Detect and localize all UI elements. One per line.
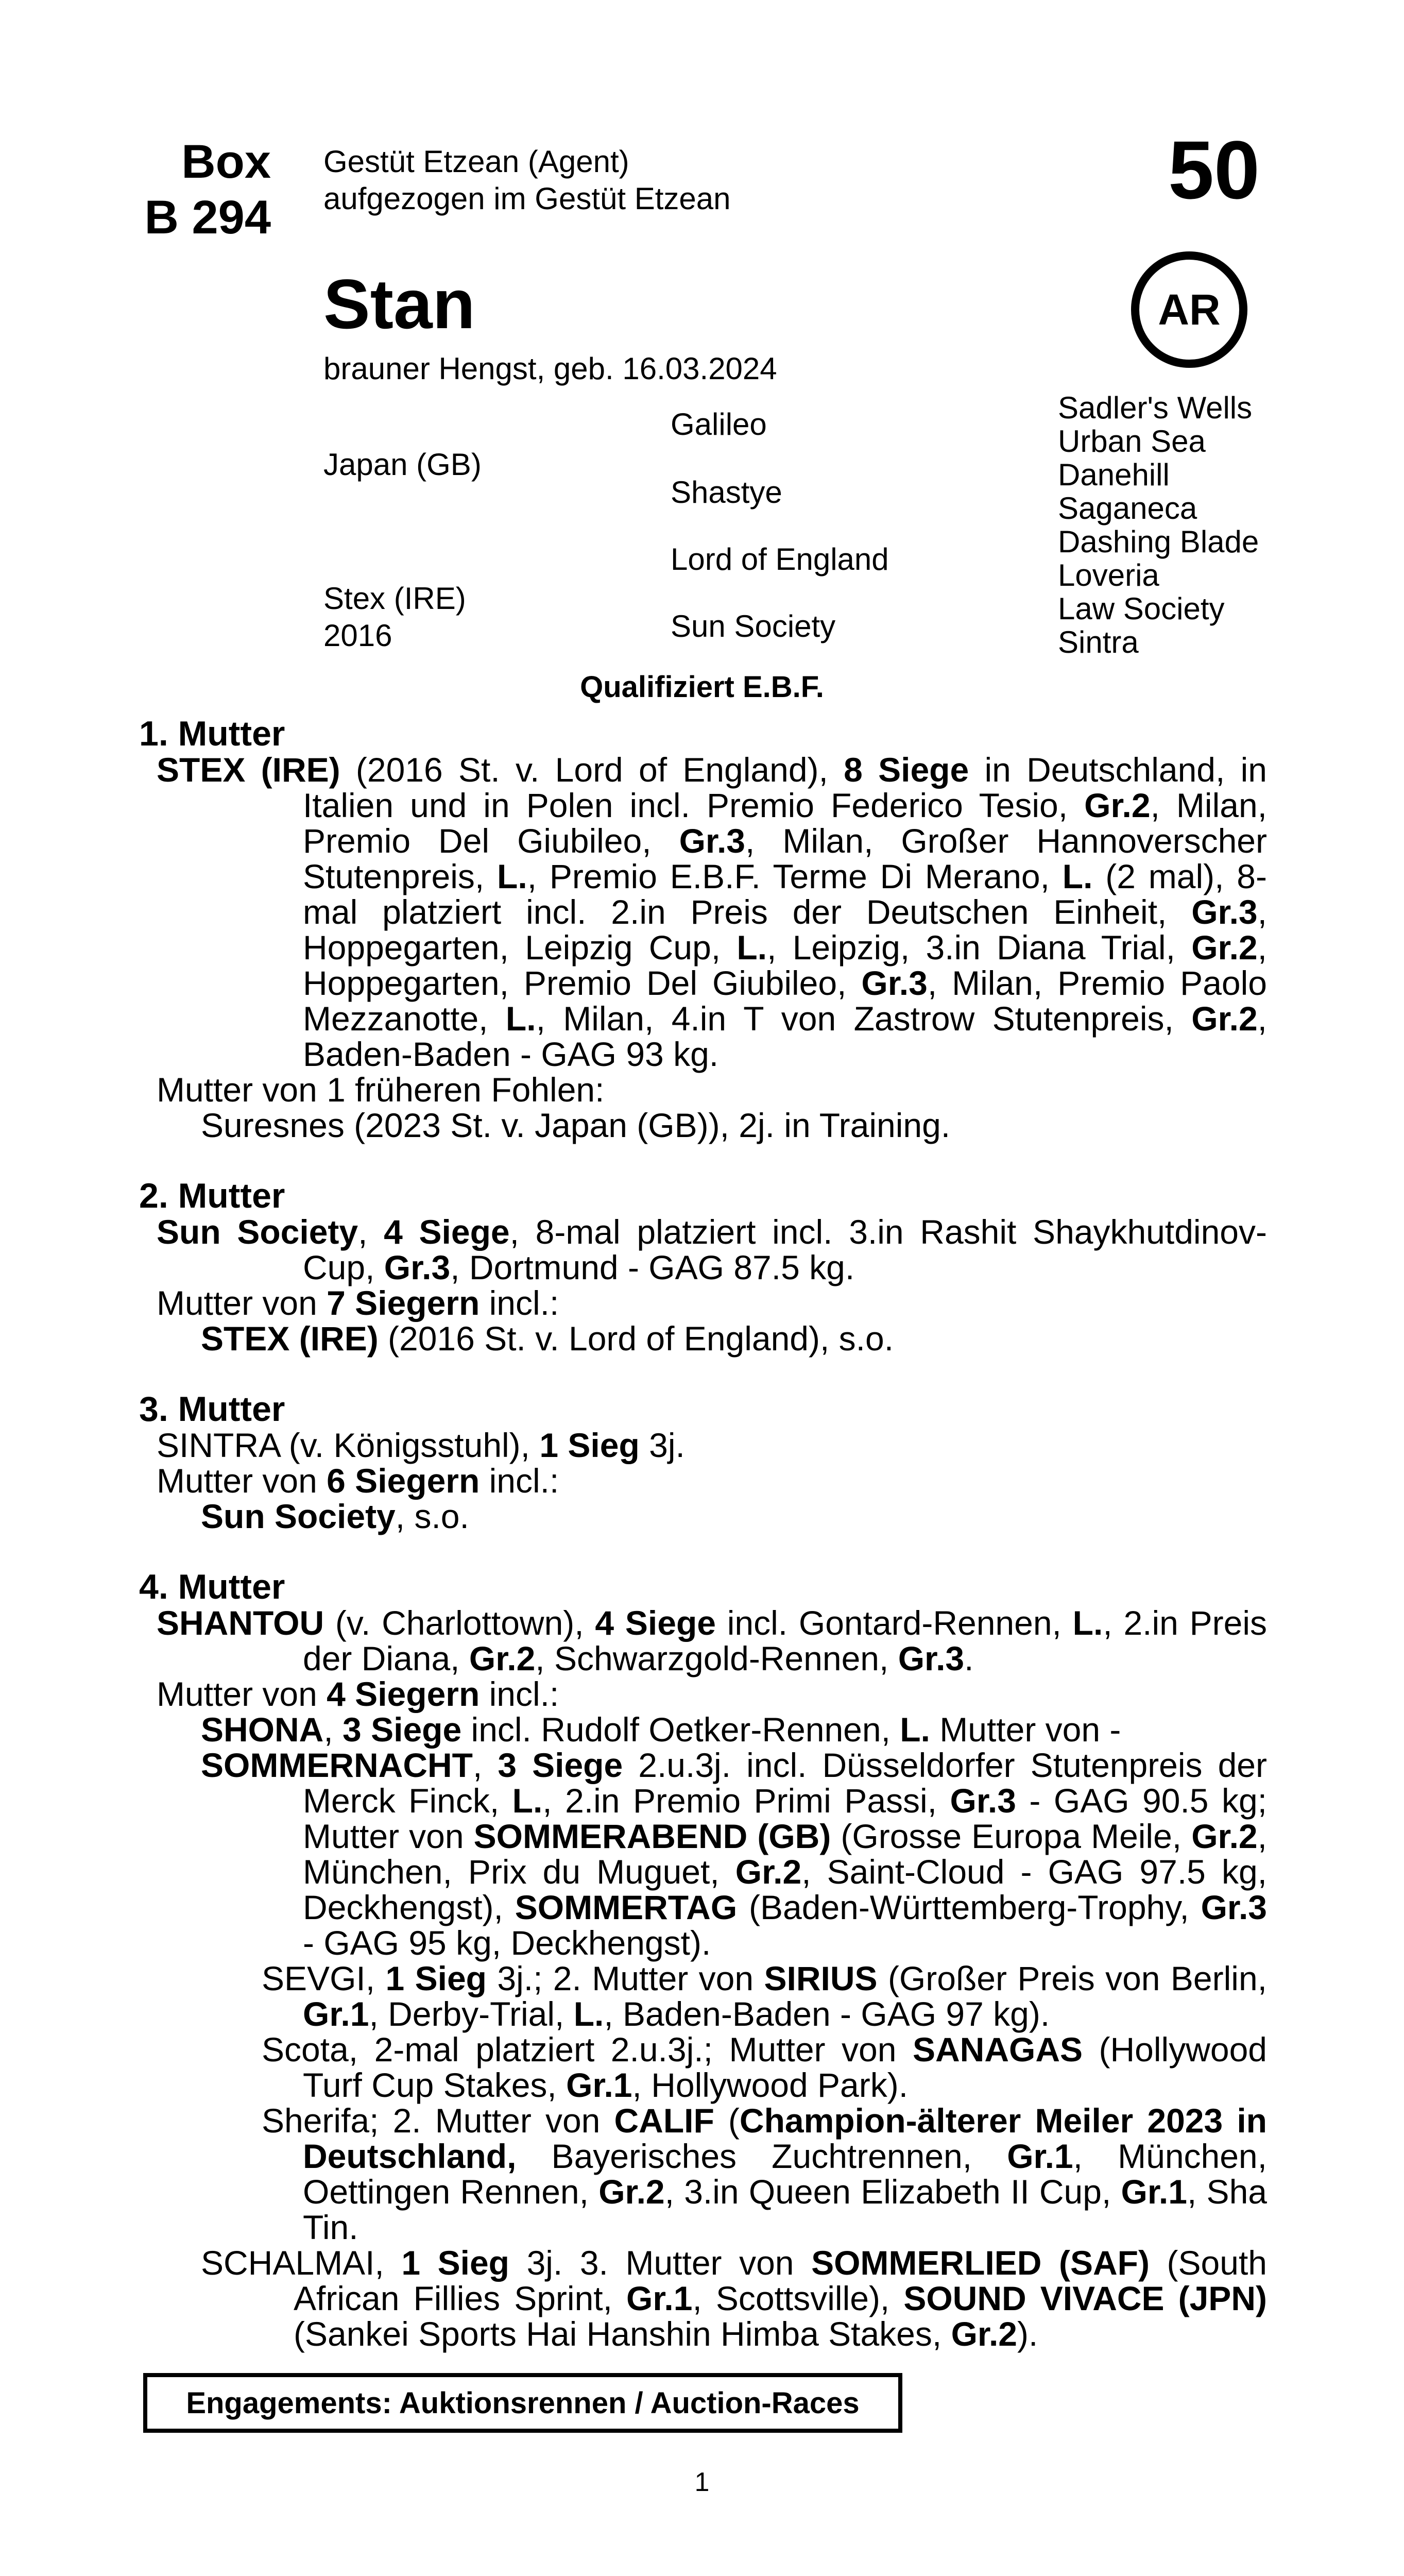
bold-run: STEX (IRE) <box>201 1319 379 1358</box>
bold-run: L. <box>573 1995 604 2033</box>
bold-run: Gr.2 <box>469 1639 536 1677</box>
text-run: ( <box>714 2102 740 2140</box>
bold-run: Gr.3 <box>1191 893 1258 931</box>
text-run: , <box>323 1710 343 1749</box>
text-run: , Baden-Baden - GAG 97 kg). <box>604 1995 1050 2033</box>
bold-run: 4 Siegern <box>327 1675 480 1713</box>
ar-badge-label: AR <box>1158 285 1221 334</box>
bold-run: Gr.1 <box>1121 2173 1187 2211</box>
text-run: SINTRA (v. Königsstuhl), <box>157 1426 540 1464</box>
pedigree-gen3: Loveria <box>1058 558 1159 592</box>
text-run: in Deutschland, in Italien und in Polen incl. Premio Federico Tesio, <box>303 751 1267 824</box>
text-run: (Grosse Europa Meile, <box>831 1817 1192 1855</box>
text-run: , Hoppegarten, Premio Del Giubileo, <box>303 928 1267 1002</box>
bold-run: 3 Siege <box>498 1746 623 1784</box>
mother-3-offspring-note <box>139 1463 1267 1499</box>
bold-run: Gr.3 <box>950 1782 1016 1820</box>
mother-4-heading: 4. Mutter <box>139 1567 285 1606</box>
text-run: SEVGI, <box>262 1959 386 1997</box>
pedigree-gen3: Sadler's Wells <box>1058 391 1253 425</box>
bold-run: 3 Siege <box>343 1710 462 1749</box>
horse-name: Stan <box>323 265 475 343</box>
text-run: , Leipzig, 3.in Diana Trial, <box>767 928 1192 967</box>
text-run: Mutter von <box>157 1675 327 1713</box>
mother-1-offspring <box>139 1108 1267 1143</box>
text-run: , Milan, 4.in T von Zastrow Stutenpreis, <box>536 999 1192 1038</box>
text-run: 2.u.3j. incl. Düsseldorfer Stutenpreis der Merck Finck, <box>303 1746 1267 1820</box>
mother-4-record <box>139 1605 1267 1676</box>
text-run: SCHALMAI, <box>201 2244 402 2282</box>
bold-run: L. <box>737 928 767 967</box>
text-run: Mutter von <box>157 1284 327 1322</box>
bold-run: Gr.2 <box>735 1853 802 1891</box>
text-run: Mutter von <box>157 1462 327 1500</box>
horse-description: brauner Hengst, geb. 16.03.2024 <box>323 351 777 386</box>
bold-run: 8 Siege <box>844 751 969 789</box>
lot-number: 50 <box>1168 124 1260 216</box>
mother-4-offspring-scota <box>139 2032 1267 2103</box>
bold-run: Gr.1 <box>626 2279 693 2317</box>
pedigree-gen3: Urban Sea <box>1058 424 1206 459</box>
text-run: - GAG 90.5 kg; Mutter von <box>303 1782 1267 1855</box>
box-label: Box <box>181 135 271 188</box>
text-run: (Hollywood Turf Cup Stakes, <box>303 2030 1267 2104</box>
bold-run: SOUND VIVACE (JPN) <box>903 2279 1267 2317</box>
bold-run: L. <box>512 1782 543 1820</box>
bold-run: Sun Society <box>201 1497 396 1535</box>
text-run: Mutter von - <box>930 1710 1121 1749</box>
bold-run: Gr.1 <box>303 1995 369 2033</box>
text-run: 3j. <box>639 1426 685 1464</box>
bold-run: SOMMERTAG <box>515 1888 738 1926</box>
text-run: , s.o. <box>395 1497 469 1535</box>
bold-run: SANAGAS <box>912 2030 1083 2069</box>
bold-run: STEX (IRE) <box>157 751 340 789</box>
mother-2-offspring-note <box>139 1285 1267 1321</box>
bold-run: CALIF <box>614 2102 714 2140</box>
text-run: 3j. 3. Mutter von <box>509 2244 812 2282</box>
text-run: , Baden-Baden - GAG 93 kg. <box>303 999 1268 1073</box>
pedigree-gen3: Danehill <box>1058 457 1170 492</box>
text-run: , Derby-Trial, <box>369 1995 574 2033</box>
pedigree-gen2: Sun Society <box>671 609 836 643</box>
bold-run: Gr.1 <box>566 2066 632 2104</box>
text-run: , Hoppegarten, Leipzig Cup, <box>303 893 1267 967</box>
text-run: , Premio E.B.F. Terme Di Merano, <box>527 857 1063 895</box>
text-run: , 2.in Preis der Diana, <box>303 1604 1268 1677</box>
mother-2-heading: 2. Mutter <box>139 1176 285 1215</box>
text-run: , München, Oettingen Rennen, <box>303 2137 1267 2211</box>
mother-3-record <box>139 1428 1267 1463</box>
pedigree-gen2: Lord of England <box>671 542 889 577</box>
text-run: Suresnes (2023 St. v. Japan (GB)), 2j. in Training. <box>201 1106 951 1144</box>
bold-run: 4 Siege <box>595 1604 716 1642</box>
text-run: (v. Charlottown), <box>324 1604 595 1642</box>
text-run: , Dortmund - GAG 87.5 kg. <box>450 1248 855 1286</box>
text-run: (Großer Preis von Berlin, <box>877 1959 1267 1997</box>
bold-run: L. <box>1072 1604 1103 1642</box>
text-run: (2016 St. v. Lord of England), <box>340 751 844 789</box>
bold-run: Gr.3 <box>384 1248 451 1286</box>
bold-run: 1 Sieg <box>385 1959 487 1997</box>
text-run: , Saint-Cloud - GAG 97.5 kg, Deckhengst), <box>303 1853 1267 1926</box>
bold-run: SOMMERABEND (GB) <box>473 1817 831 1855</box>
bold-run: L. <box>900 1710 930 1749</box>
text-run: , 2.in Premio Primi Passi, <box>542 1782 950 1820</box>
bold-run: Gr.3 <box>1201 1888 1268 1926</box>
dam-line <box>139 715 1267 2352</box>
engagements-text: Engagements: Auktionsrennen / Auction-Races <box>186 2386 860 2420</box>
bold-run: Gr.2 <box>598 2173 665 2211</box>
mother-2-offspring <box>139 1321 1267 1357</box>
text-run: incl. Rudolf Oetker-Rennen, <box>461 1710 900 1749</box>
bold-run: 1 Sieg <box>401 2244 509 2282</box>
mother-1-heading: 1. Mutter <box>139 714 285 753</box>
mother-2-record <box>139 1214 1267 1285</box>
bold-run: Gr.2 <box>1191 999 1258 1038</box>
pedigree-gen2: Galileo <box>671 407 767 442</box>
text-run: incl.: <box>480 1462 559 1500</box>
text-run: 3j.; 2. Mutter von <box>486 1959 764 1997</box>
bold-run: 1 Sieg <box>539 1426 640 1464</box>
mother-4-offspring-shona <box>139 1712 1267 1748</box>
qualification-note: Qualifiziert E.B.F. <box>580 670 824 704</box>
text-run: , <box>358 1213 384 1251</box>
text-run: (2016 St. v. Lord of England), s.o. <box>378 1319 894 1358</box>
pedigree-gen3: Sintra <box>1058 625 1139 659</box>
mother-4-offspring-sevgi <box>139 1961 1267 2032</box>
bold-run: 7 Siegern <box>327 1284 480 1322</box>
text-run: ). <box>1017 2315 1038 2353</box>
bold-run: 6 Siegern <box>327 1462 480 1500</box>
box-number: B 294 <box>144 191 271 244</box>
text-run: , 8-mal platziert incl. 3.in Rashit Shaykhutdinov-Cup, <box>303 1213 1267 1286</box>
mother-1-record <box>139 752 1267 1072</box>
bold-run: Gr.1 <box>1007 2137 1073 2175</box>
mother-4-offspring-schalmai <box>139 2245 1267 2352</box>
text-run: (2 mal), 8-mal platziert incl. 2.in Preis der Deutschen Einheit, <box>303 857 1267 931</box>
bold-run: SIRIUS <box>764 1959 878 1997</box>
bold-run: SHONA <box>201 1710 324 1749</box>
text-run: incl.: <box>480 1675 559 1713</box>
mother-3-offspring <box>139 1499 1267 1534</box>
mother-3-heading: 3. Mutter <box>139 1389 285 1429</box>
page-number: 1 <box>694 2467 710 2497</box>
text-run: , Sha Tin. <box>303 2173 1267 2246</box>
pedigree-dam-year: 2016 <box>323 618 392 653</box>
bold-run: Gr.2 <box>951 2315 1017 2353</box>
bold-run: Champion-älterer Meiler 2023 in Deutschland, <box>303 2102 1267 2175</box>
text-run: Bayerisches Zuchtrennen, <box>516 2137 1007 2175</box>
mother-4-offspring-note <box>139 1676 1267 1712</box>
text-run: Mutter von 1 früheren Fohlen: <box>157 1071 605 1109</box>
text-run: , Milan, Großer Hannoverscher Stutenpreis, <box>303 822 1267 895</box>
pedigree-gen3: Dashing Blade <box>1058 524 1259 559</box>
bold-run: Gr.3 <box>679 822 746 860</box>
pedigree-gen3: Law Society <box>1058 591 1225 626</box>
text-run: (Baden-Württemberg-Trophy, <box>737 1888 1201 1926</box>
engagements-box <box>143 2373 902 2433</box>
text-run: , Hollywood Park). <box>632 2066 909 2104</box>
bold-run: L. <box>497 857 527 895</box>
bold-run: Gr.2 <box>1191 1817 1258 1855</box>
bold-run: SHANTOU <box>157 1604 324 1642</box>
text-run: (Sankei Sports Hai Hanshin Himba Stakes, <box>294 2315 951 2353</box>
mother-1-offspring-note <box>139 1072 1267 1108</box>
text-run: , Milan, Premio Del Giubileo, <box>303 786 1267 860</box>
mother-4-offspring-sommernacht <box>139 1748 1267 1961</box>
bold-run: L. <box>505 999 536 1038</box>
pedigree-gen3: Saganeca <box>1058 491 1197 526</box>
pedigree-dam: Stex (IRE) <box>323 581 466 616</box>
bold-run: L. <box>1062 857 1093 895</box>
text-run: , München, Prix du Muguet, <box>303 1817 1267 1891</box>
text-run: Scota, 2-mal platziert 2.u.3j.; Mutter von <box>262 2030 913 2069</box>
text-run: , Milan, Premio Paolo Mezzanotte, <box>303 964 1267 1038</box>
text-run: , 3.in Queen Elizabeth II Cup, <box>664 2173 1121 2211</box>
bold-run: Gr.2 <box>1191 928 1258 967</box>
text-run: , Schwarzgold-Rennen, <box>535 1639 898 1677</box>
bold-run: Sun Society <box>157 1213 358 1251</box>
text-run: . <box>964 1639 974 1677</box>
bold-run: Gr.3 <box>861 964 928 1002</box>
bold-run: SOMMERLIED (SAF) <box>811 2244 1150 2282</box>
bold-run: Gr.2 <box>1084 786 1151 824</box>
ar-badge <box>1131 251 1247 368</box>
bold-run: Gr.3 <box>898 1639 965 1677</box>
text-run: , Scottsville), <box>692 2279 904 2317</box>
text-run: - GAG 95 kg, Deckhengst). <box>303 1924 711 1962</box>
agent-text: Gestüt Etzean (Agent) <box>323 144 629 179</box>
pedigree-sire: Japan (GB) <box>323 447 482 482</box>
text-run: incl.: <box>480 1284 559 1322</box>
pedigree-gen2: Shastye <box>671 475 782 510</box>
text-run: (South African Fillies Sprint, <box>294 2244 1267 2317</box>
text-run: incl. Gontard-Rennen, <box>715 1604 1073 1642</box>
bold-run: 4 Siege <box>384 1213 510 1251</box>
raised-text: aufgezogen im Gestüt Etzean <box>323 181 731 216</box>
text-run: , <box>472 1746 498 1784</box>
bold-run: SOMMERNACHT <box>201 1746 473 1784</box>
mother-4-offspring-sherifa <box>139 2103 1267 2245</box>
text-run: Sherifa; 2. Mutter von <box>262 2102 614 2140</box>
